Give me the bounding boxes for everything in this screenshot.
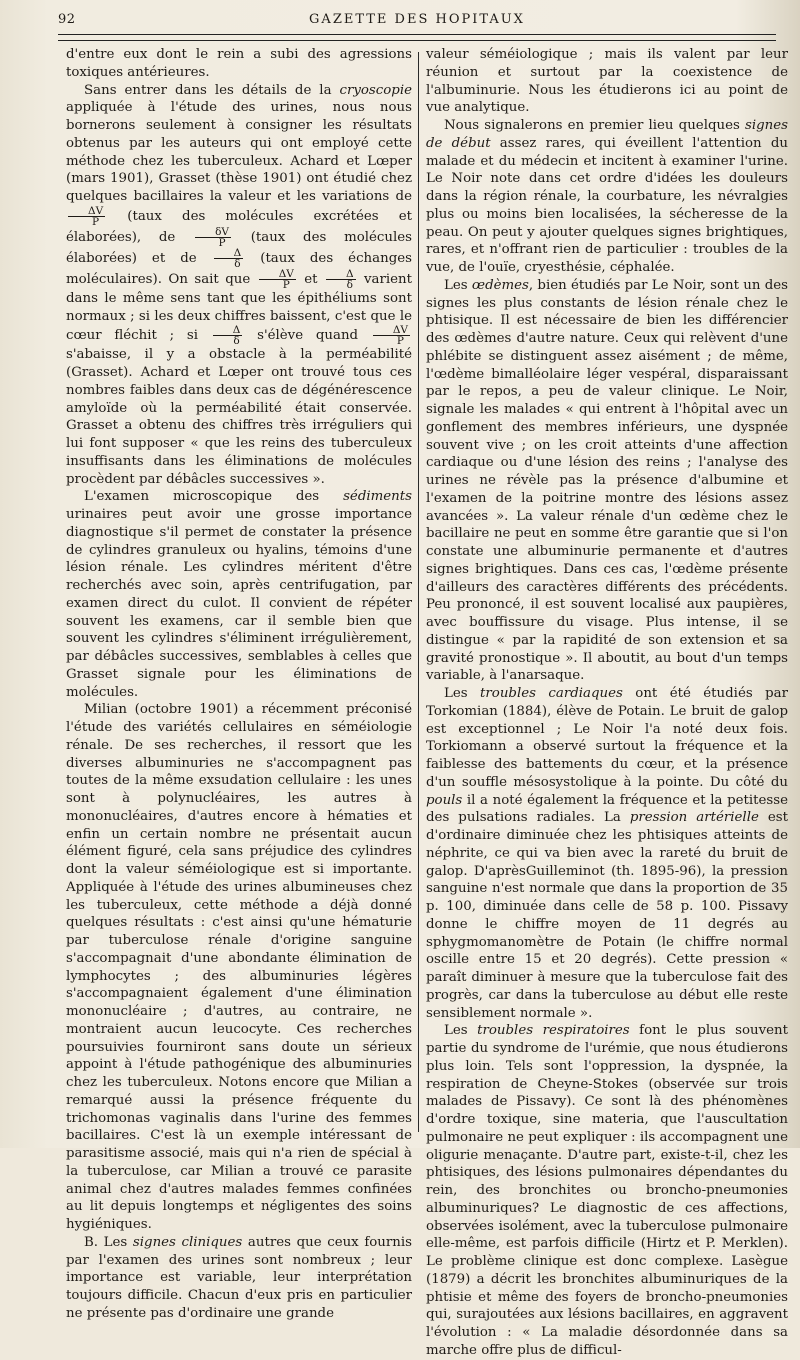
paragraph-signes-debut: Nous signalerons en premier lieu quelques signes de début assez rares, qui éveillent l'attention du malade et du médecin et incitent à examiner l'urine. Le Noir note dans cet ordre d'idées les douleurs dans la région rénale, la courbature, les névralgies plus ou moins bien localisées, la sécheresse de la peau. On peut y ajouter quelques signes brightiques, rares, et n'offrant rien de particulier : troubles de la vue, de l'ouïe, cryesthésie, céphalée. xyxy=(426,118,788,275)
fraction-dv-p: $\frac{\Delta V}{P}$ xyxy=(68,206,105,227)
paragraph-oedemes: Les œdèmes, bien étudiés par Le Noir, sont un des signes les plus constants de lésion rénale chez le phtisique. Il est nécessaire de bien les différencier des œdèmes d'autre nature. Ceux qui relèvent d'une phlébite se distinguent assez aisément ; de même, l'œdème bimalléolaire léger vespéral, disparaissant par le repos, a peu de valeur clinique. Le Noir, signale les malades « qui entrent à l'hôpital avec un gonflement des membres inférieurs, une dyspnée souvent vive ; on les croit atteints d'une affection cardiaque ou d'une lésion des reins ; l'analyse des urines ne révèle pas la présence d'albumine et l'examen de la poitrine montre des lésions assez avancées ». La valeur rénale d'un œdème chez le bacillaire ne peut en somme être garantie que si l'on constate une albuminurie permanente et d'autres signes brightiques. Dans ces cas, l'œdème présente d'ailleurs des caractères différents des précédents. Peu prononcé, il est souvent localisé aux paupières, avec bouffissure du visage. Plus intense, il se distingue « par la rapidité de son extension et sa gravité pronostique ». Il aboutit, au bout d'un temps variable, à l'anarsaque. xyxy=(426,277,788,684)
fraction-dv-p: $\frac{\Delta V}{P}$ xyxy=(373,325,410,346)
paragraph: valeur séméiologique ; mais ils valent par leur réunion et surtout par la coexistence de l'albuminurie. Nous les étudierons ici au point de vue analytique. xyxy=(426,47,788,116)
fraction-delta-delta: $\frac{\Delta}{\delta}$ xyxy=(214,248,244,269)
paragraph-troubles-cardiaques: Les troubles cardiaques ont été étudiés par Torkomian (1884), élève de Potain. Le bruit de galop est exceptionnel ; Le Noir l'a noté deux fois. Torkiomann a observé surtout la fréquence et la faiblesse des battements du cœur, et la présence d'un souffle mésosystolique à la pointe. Du côté du pouls il a noté également la fréquence et la petitesse des pulsations radiales. La pression artérielle est d'ordinaire diminuée chez les phtisiques atteints de néphrite, ce qui va bien avec la rareté du bruit de galop. D'aprèsGuilleminot (th. 1895-96), la pression sanguine n'est normale que dans la proportion de 35 p. 100, diminuée dans celle de 58 p. 100. Pissavy donne le chiffre moyen de 11 degrés au sphygmomanomètre de Potain (le chiffre normal oscille entre 15 et 20 degrés). Cette pression « paraît diminuer à mesure que la tuberculose fait des progrès, car dans la tuberculose au début elle reste sensiblement normale ». xyxy=(426,686,788,1021)
left-column xyxy=(66,46,412,1323)
paragraph: d'entre eux dont le rein a subi des agressions toxiques antérieures. xyxy=(66,47,412,80)
running-header xyxy=(58,12,776,34)
journal-title: GAZETTE DES HOPITAUX xyxy=(309,12,525,27)
fraction-delta-delta: $\frac{\Delta}{\delta}$ xyxy=(326,269,356,290)
header-rule-thick xyxy=(58,34,776,35)
paragraph-cryoscopie: Sans entrer dans les détails de la cryoscopie appliquée à l'étude des urines, nous nous bornerons seulement à consigner les résultats obtenus par les auteurs qui ont employé cette méthode chez les tuberculeux. Achard et Lœper (mars 1901), Grasset (thèse 1901) ont étudié chez quelques bacillaires la valeur et les variations de $\frac{\Delta V}{P}$ (taux des molécules excrétées et élaborées), de $\frac{\delta V}{P}$ (taux des molécules élaborées) et de $\frac{\Delta}{\delta}$ (taux des échanges moléculaires). On sait que $\frac{\Delta V}{P}$ et $\frac{\Delta}{\delta}$ varient dans le même sens tant que les épithéliums sont normaux ; si les deux chiffres baissent, c'est que le cœur fléchit ; si $\frac{\Delta}{\delta}$ s'élève quand $\frac{\Delta V}{P}$ s'abaisse, il y a obstacle à la perméabilité (Grasset). Achard et Lœper ont trouvé tous ces nombres faibles dans deux cas de dégénérescence amyloïde où la perméabilité était conservée. Grasset a obtenu des chiffres très irréguliers qui lui font supposer « que les reins des tuberculeux insuffisants dans les éliminations de molécules procèdent par débâcles successives ». xyxy=(66,82,412,487)
fraction-deltav-p: $\frac{\delta V}{P}$ xyxy=(195,227,231,248)
column-divider xyxy=(418,52,419,1132)
fraction-delta-delta: $\frac{\Delta}{\delta}$ xyxy=(213,325,243,346)
paragraph-troubles-respiratoires: Les troubles respiratoires font le plus souvent partie du syndrome de l'urémie, que nous étudierons plus loin. Tels sont l'oppression, la dyspnée, la respiration de Cheyne-Stokes (observée sur trois malades de Pissavy). Ce sont là des phénomènes d'ordre toxique, sine materia, que l'auscultation pulmonaire ne peut expliquer : ils accompagnent une oligurie menaçante. D'autre part, existe-t-il, chez les phtisiques, des lésions pulmonaires dépendantes du rein, des bronchites ou broncho-pneumonies albuminuriques? Le diagnostic de ces affections, observées isolément, avec la tuberculose pulmonaire elle-même, est parfois difficile (Hirtz et P. Merklen). Le problème clinique est donc complexe. Lasègue (1879) a décrit les bronchites albuminuriques de la phtisie et même des foyers de broncho-pneumonies qui, surajoutées aux lésions bacillaires, en aggravent l'évolution : « La maladie désordonnée dans sa marche offre plus de difficul- xyxy=(426,1023,788,1358)
header-rule-thin xyxy=(58,40,776,41)
page-number: 92 xyxy=(58,12,76,27)
paragraph-milian: Milian (octobre 1901) a récemment préconisé l'étude des variétés cellulaires en séméiologie rénale. De ses recherches, il ressort que les diverses albuminuries ne s'accompagnent pas toutes de la même exsudation cellulaire : les unes sont à polynucléaires, les autres à mononucléaires, d'autres encore à hématies et enfin un certain nombre ne présentait aucun élément figuré, cela sans préjudice des cylindres dont la valeur séméiologique est si importante. Appliquée à l'étude des urines albumineuses chez les tuberculeux, cette méthode a déjà donné quelques résultats : c'est ainsi qu'une hématurie par tuberculose rénale d'origine sanguine s'accompagnait d'une abondante élimination de lymphocytes ; des albuminuries légères s'accompagnaient également d'une élimination mononucléaire ; d'autres, au contraire, ne montraient aucun leucocyte. Ces recherches poursuivies fourniront sans doute un sérieux appoint à l'étude pathogénique des albuminuries chez les tuberculeux. Notons encore que Milian a remarqué aussi la présence fréquente du trichomonas vaginalis dans l'urine des femmes bacillaires. C'est là un exemple intéressant de parasitisme associé, mais qui n'a rien de spécial à la tuberculose, car Milian a trouvé ce parasite animal chez d'autres malades femmes confinées au lit depuis longtemps et négligentes des soins hygiéniques. xyxy=(66,702,412,1232)
right-column xyxy=(426,46,788,1360)
paragraph-sediments: L'examen microscopique des sédiments urinaires peut avoir une grosse importance diagnostique s'il permet de constater la présence de cylindres granuleux ou hyalins, témoins d'une lésion rénale. Les cylindres méritent d'être recherchés avec soin, après centrifugation, par examen direct du culot. Il convient de répéter souvent les examens, car il semble bien que souvent les cylindres s'éliminent irrégulièrement, par débâcles successives, semblables à celles que Grasset signale pour les éliminations de molécules. xyxy=(66,489,412,700)
paragraph-signes-cliniques: B. Les signes cliniques autres que ceux fournis par l'examen des urines sont nombreux ; leur importance est variable, leur interprétation toujours difficile. Chacun d'eux pris en particulier ne présente pas d'ordinaire une grande xyxy=(66,1234,412,1321)
fraction-dv-p: $\frac{\Delta V}{P}$ xyxy=(259,269,296,290)
